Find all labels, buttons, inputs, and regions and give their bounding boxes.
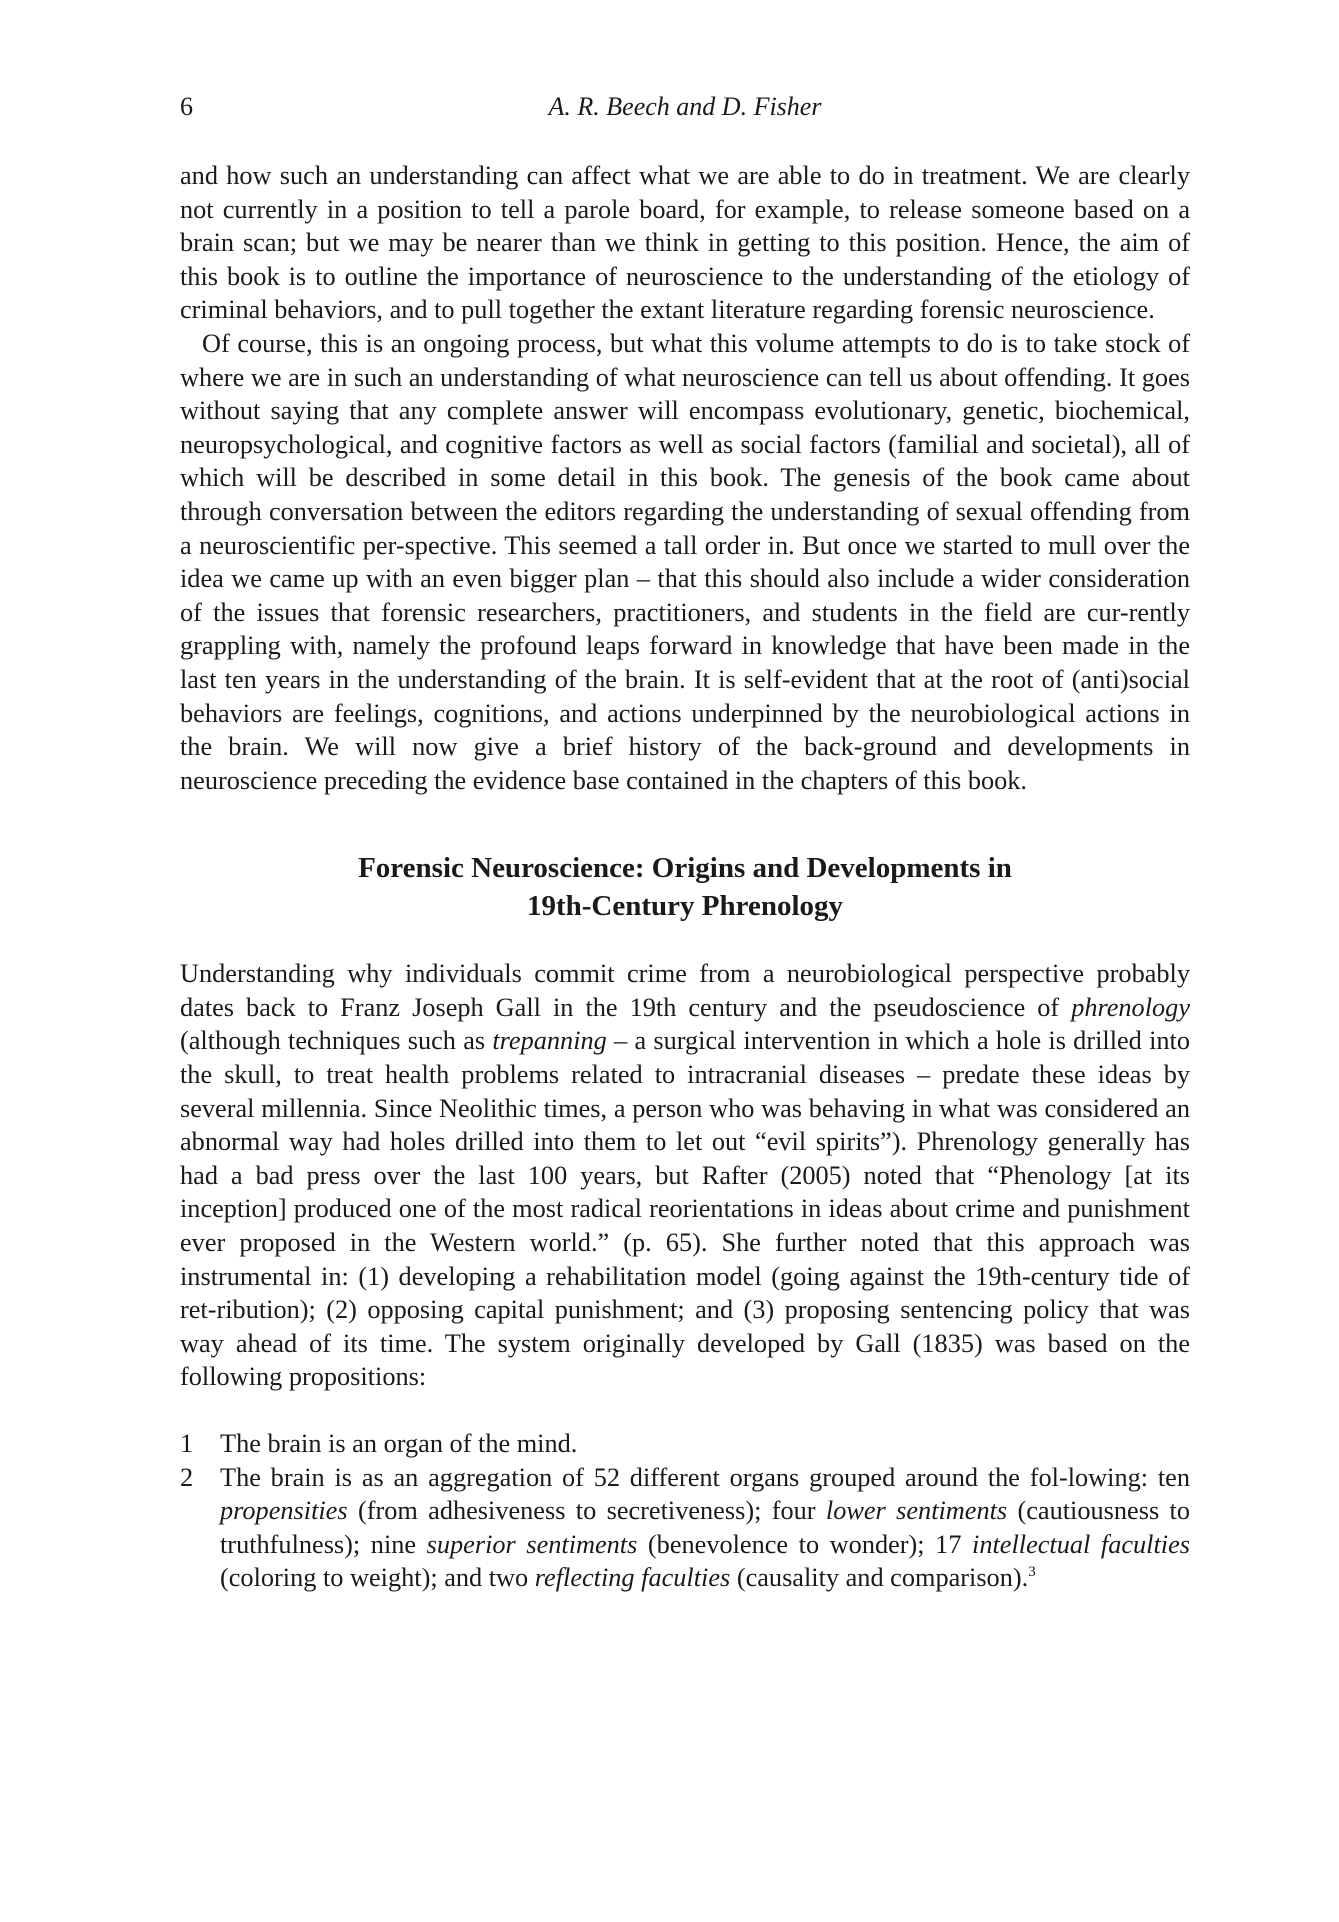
text-run: (from adhesiveness to secretiveness); four: [347, 1496, 826, 1526]
emphasis-phrenology: phrenology: [1071, 992, 1190, 1022]
text-run: (cautiousness to truthfulness); nine: [220, 1496, 1190, 1559]
text-run: (although techniques such as: [180, 1026, 493, 1056]
section-heading: [180, 849, 1190, 925]
list-item: [180, 1427, 1190, 1461]
section-heading-line-1: Forensic Neuroscience: Origins and Developments in: [358, 852, 1012, 885]
emphasis-trepanning: trepanning: [492, 1026, 607, 1056]
list-item-text: The brain is an organ of the mind.: [220, 1429, 578, 1458]
body-text: [180, 159, 1190, 1595]
paragraph-phrenology: [180, 957, 1190, 1394]
page-number: 6: [180, 92, 193, 121]
text-run: (benevolence to wonder); 17: [637, 1529, 973, 1559]
text-run: (causality and comparison).: [730, 1563, 1029, 1593]
text-run: (coloring to weight); and two: [220, 1563, 535, 1593]
text-run: Understanding why individuals commit crime from a neurobiological perspective probably dates back to Franz Joseph Gall in the 19th century and the pseudoscience of: [180, 959, 1190, 1022]
emphasis-superior-sentiments: superior sentiments: [426, 1529, 638, 1559]
list-item-number: 1: [180, 1429, 194, 1458]
book-page: [180, 92, 1190, 1595]
emphasis-reflecting-faculties: reflecting faculties: [534, 1563, 731, 1593]
list-item-text: [220, 1463, 1190, 1593]
text-run: – a surgical intervention in which a hole is drilled into the skull, to treat health problems related to intracranial diseases – predate these ideas by several millennia. Since Neolithic times, a person who was behaving in what was considered an abnormal way had holes drilled into them to let out “evil spirits”). Phrenology generally has had a bad press over the last 100 years, but Rafter (2005) noted that “Phenology [at its inception] produced one of the most radical reorientations in ideas about crime and punishment ever proposed in the Western world.” (p. 65). She further noted that this approach was instrumental in: (1) developing a rehabilitation model (going against the 19th-century tide of ret-ribution); (2) opposing capital punishment; and (3) proposing sentencing policy that was way ahead of its time. The system originally developed by Gall (1835) was based on the following propositions:: [180, 1026, 1190, 1392]
paragraph-continuation: and how such an understanding can affect what we are able to do in treatment. We are clearly not currently in a position to tell a parole board, for example, to release someone based on a brain scan; but we may be nearer than we think in getting to this position. Hence, the aim of this book is to outline the importance of neuroscience to the understanding of the etiology of criminal behaviors, and to pull together the extant literature regarding forensic neuroscience.: [180, 161, 1190, 325]
list-item-number: 2: [180, 1462, 194, 1492]
running-title: A. R. Beech and D. Fisher: [548, 92, 822, 121]
paragraph-book-purpose: Of course, this is an ongoing process, but what this volume attempts to do is to take stock of where we are in such an understanding of what neuroscience can tell us about offending. It goes without saying that any complete answer will encompass evolutionary, genetic, biochemical, neuropsychological, and cognitive factors as well as social factors (familial and societal), all of which will be described in some detail in this book. The genesis of the book came about through conversation between the editors regarding the understanding of sexual offending from a neuroscientific per-spective. This seemed a tall order in. But once we started to mull over the idea we came up with an even bigger plan – that this should also include a wider consideration of the issues that forensic researchers, practitioners, and students in the field are cur-rently grappling with, namely the profound leaps forward in knowledge that have been made in the last ten years in the understanding of the brain. It is self-evident that at the root of (anti)social behaviors are feelings, cognitions, and actions underpinned by the neurobiological actions in the brain. We will now give a brief history of the back-ground and developments in neuroscience preceding the evidence base contained in the chapters of this book.: [180, 328, 1190, 795]
section-heading-line-2: 19th-Century Phrenology: [526, 890, 844, 923]
emphasis-lower-sentiments: lower sentiments: [825, 1496, 1008, 1526]
emphasis-intellectual-faculties: intellectual faculties: [972, 1529, 1190, 1559]
running-head: [180, 92, 1190, 132]
emphasis-propensities: propensities: [220, 1496, 348, 1526]
footnote-marker[interactable]: 3: [1028, 1564, 1036, 1581]
propositions-list: [180, 1427, 1190, 1595]
text-run: The brain is as an aggregation of 52 different organs grouped around the fol-lowing: ten: [220, 1462, 1190, 1492]
list-item: [180, 1461, 1190, 1595]
